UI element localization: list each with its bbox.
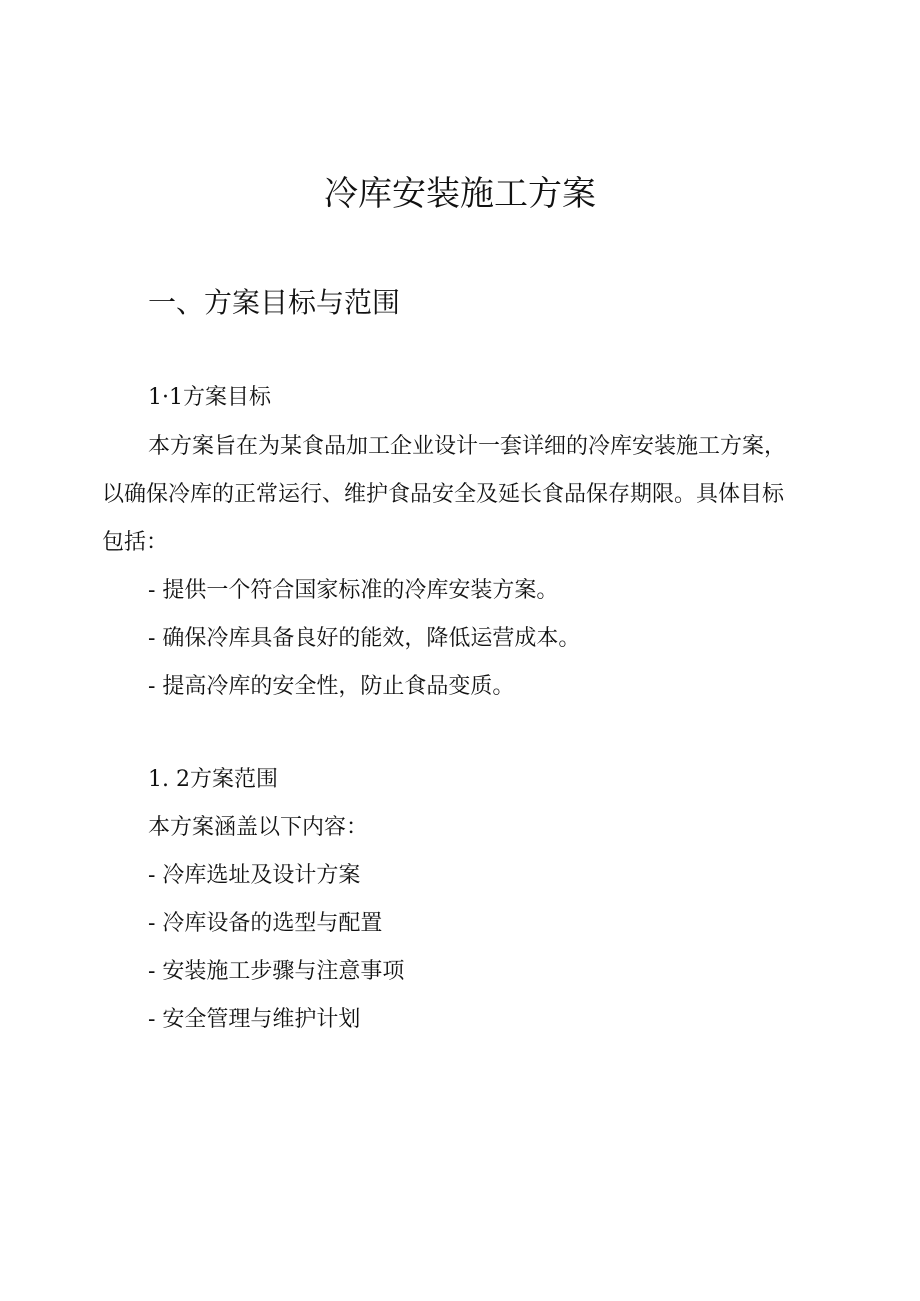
list-item: - 冷库设备的选型与配置 — [148, 911, 383, 936]
scope-intro: 本方案涵盖以下内容： — [148, 815, 369, 840]
subsection-heading-scope: 1. 2方案范围 — [148, 767, 278, 792]
list-item: - 安装施工步骤与注意事项 — [148, 959, 405, 984]
list-item: - 安全管理与维护计划 — [148, 1007, 361, 1032]
subsection-heading-goals: 1·1方案目标 — [148, 385, 271, 410]
document-title: 冷库安装施工方案 — [324, 174, 596, 214]
list-item: - 提供一个符合国家标准的冷库安装方案。 — [148, 578, 559, 603]
section-heading: 一、方案目标与范围 — [148, 286, 401, 319]
list-item: - 冷库选址及设计方案 — [148, 863, 361, 888]
list-item: - 确保冷库具备良好的能效，降低运营成本。 — [148, 626, 581, 651]
goals-paragraph: 本方案旨在为某食品加工企业设计一套详细的冷库安装施工方案，以确保冷库的正常运行、维护食品安全及延长食品保存期限。具体目标包括： — [102, 434, 787, 555]
list-item: - 提高冷库的安全性，防止食品变质。 — [148, 674, 515, 699]
